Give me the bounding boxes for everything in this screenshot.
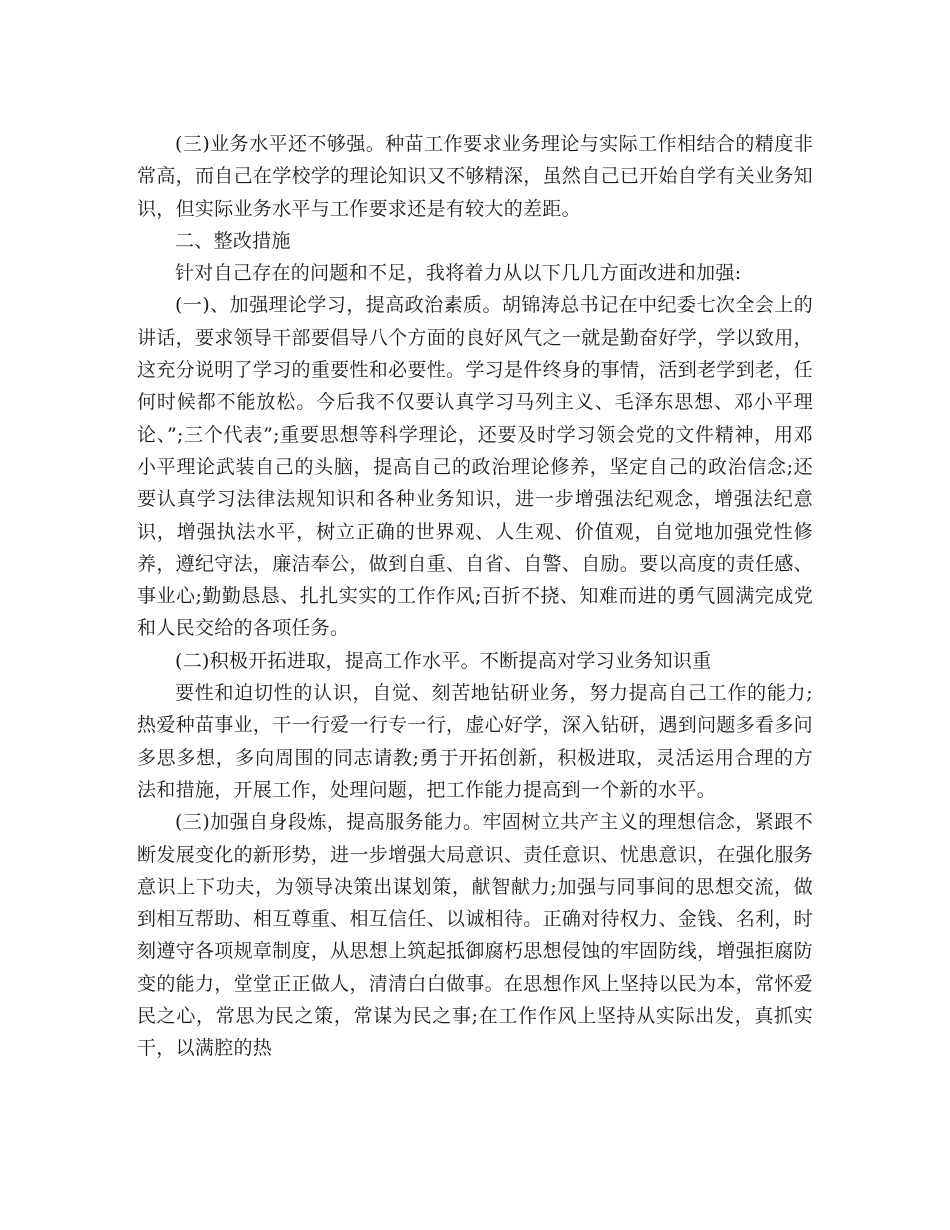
section-heading-rectification: 二、整改措施: [175, 229, 291, 252]
paragraph-pioneering: (二)积极开拓进取，提高工作水平。不断提高对学习业务知识重: [175, 649, 712, 672]
paragraph-pioneering-continued: 要性和迫切性的认识，自觉、刻苦地钻研业务，努力提高自己工作的能力;热爱种苗事业，干一行爱一行专一行，虚心好学，深入钻研，遇到问题多看多问多思多想，多向周围的同志请教;勇于开拓创新，积极进取，灵活运用合理的方法和措施，开展工作，处理问题，把工作能力提高到一个新的水平。: [137, 682, 813, 801]
paragraph-business-level: (三)业务水平还不够强。种苗工作要求业务理论与实际工作相结合的精度非常高，而自己在学校学的理论知识又不够精深，虽然自己已开始自学有关业务知识，但实际业务水平与工作要求还是有较大的差距。: [137, 133, 813, 220]
paragraph-intro-measures: 针对自己存在的问题和不足，我将着力从以下几几方面改进和加强:: [175, 262, 742, 285]
paragraph-self-discipline: (三)加强自身段炼，提高服务能力。牢固树立共产主义的理想信念，紧跟不断发展变化的新形势，进一步增强大局意识、责任意识、忧患意识，在强化服务意识上下功夫，为领导决策出谋划策，献智献力;加强与同事间的思想交流，做到相互帮助、相互尊重、相互信任、以诚相待。正确对待权力、金钱、名利，时刻遵守各项规章制度，从思想上筑起抵御腐朽思想侵蚀的牢固防线，增强拒腐防变的能力，堂堂正正做人，清清白白做事。在思想作风上坚持以民为本，常怀爱民之心，常思为民之策，常谋为民之事;在工作作风上坚持从实际出发，真抓实干，以满腔的热: [137, 811, 813, 1060]
document-body: [137, 128, 813, 1065]
paragraph-theory-study: (一)、加强理论学习，提高政治素质。胡锦涛总书记在中纪委七次全会上的讲话，要求领导干部要倡导八个方面的良好风气之一就是勤奋好学，学以致用，这充分说明了学习的重要性和必要性。学习是件终身的事情，活到老学到老，任何时候都不能放松。今后我不仅要认真学习马列主义、毛泽东思想、邓小平理论、”;三个代表”;重要思想等科学理论，还要及时学习领会党的文件精神，用邓小平理论武装自己的头脑，提高自己的政治理论修养，坚定自己的政治信念;还要认真学习法律法规知识和各种业务知识，进一步增强法纪观念，增强法纪意识，增强执法水平，树立正确的世界观、人生观、价值观，自觉地加强党性修养，遵纪守法，廉洁奉公，做到自重、自省、自警、自励。要以高度的责任感、事业心;勤勤恳恳、扎扎实实的工作作风;百折不挠、知难而进的勇气圆满完成党和人民交给的各项任务。: [137, 294, 813, 640]
